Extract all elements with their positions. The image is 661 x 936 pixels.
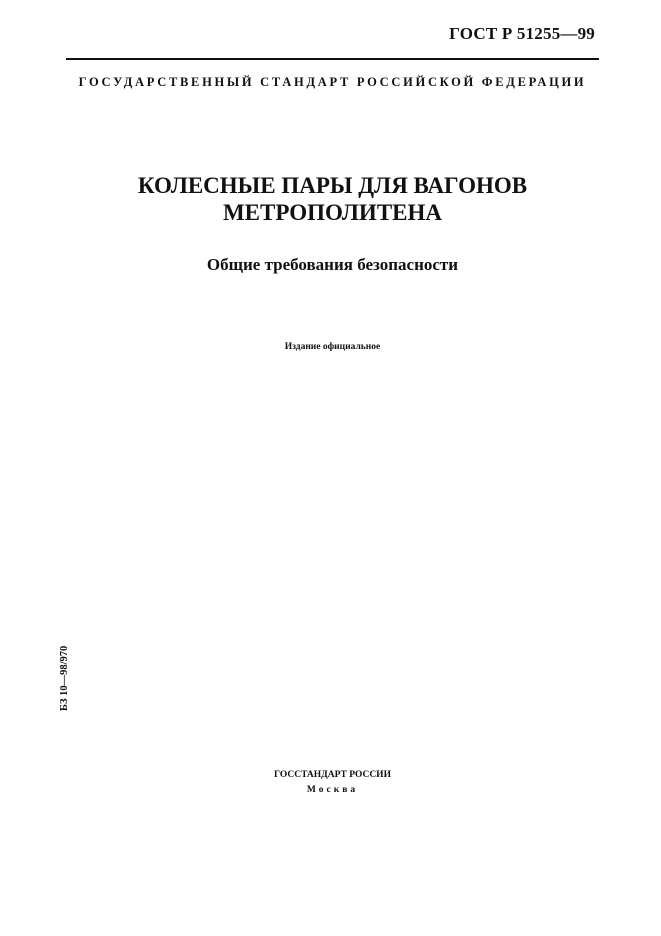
standard-header: ГОСУДАРСТВЕННЫЙ СТАНДАРТ РОССИЙСКОЙ ФЕДЕРАЦИИ xyxy=(78,75,587,89)
document-title-line-1: КОЛЕСНЫЕ ПАРЫ ДЛЯ ВАГОНОВ xyxy=(137,173,528,198)
edition-label: Издание официальное xyxy=(284,342,381,352)
document-subtitle: Общие требования безопасности xyxy=(206,255,459,274)
document-title xyxy=(66,172,599,226)
document-title-line-2: МЕТРОПОЛИТЕНА xyxy=(222,200,443,225)
publication-city: Москва xyxy=(306,785,359,795)
document-code: ГОСТ Р 51255—99 xyxy=(449,24,595,43)
publisher-name: ГОССТАНДАРТ РОССИИ xyxy=(274,770,391,780)
vertical-side-code: БЗ 10—98/970 xyxy=(59,645,70,711)
header-divider xyxy=(66,58,599,60)
